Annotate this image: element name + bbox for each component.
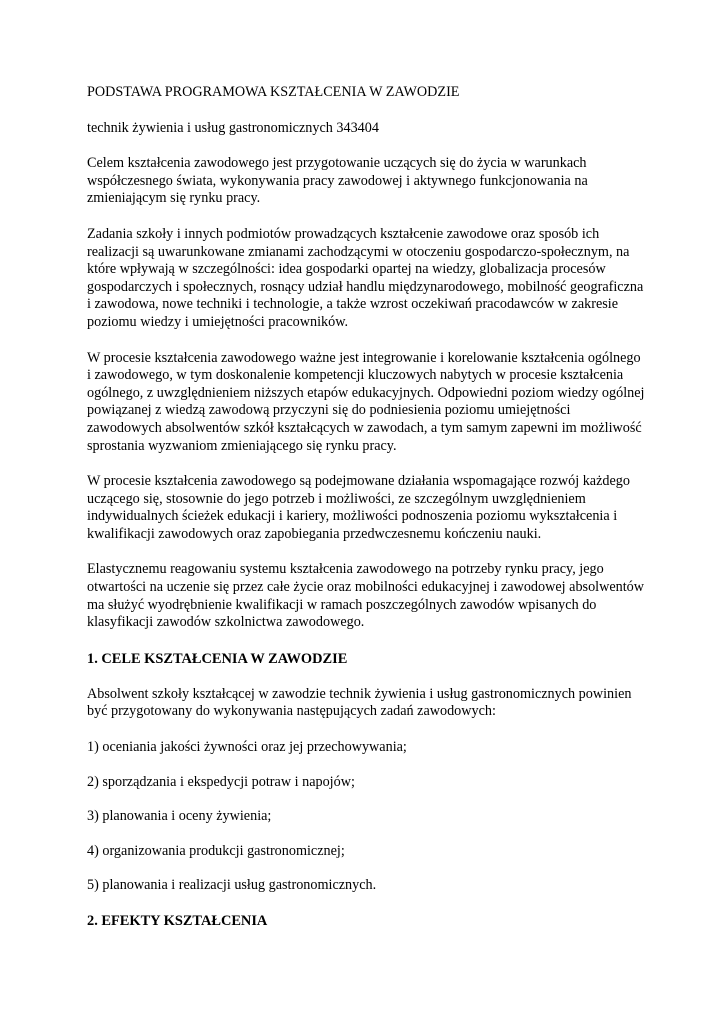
paragraph: Zadania szkoły i innych podmiotów prowadzących kształcenie zawodowe oraz sposób ich realizacji są uwarunkowane zmianami zachodzącymi w otoczeniu gospodarczo-społecznym, na które wpływają w szczególności: idea gospodarki opartej na wiedzy, globalizacja procesów gospodarczych i społecznych, rosnący udział handlu międzynarodowego, mobilność geograficzna i zawodowa, nowe techniki i technologie, a także wzrost oczekiwań pracodawców w zakresie poziomu wiedzy i umiejętności pracowników. — [87, 225, 644, 330]
list-item: 4) organizowania produkcji gastronomicznej; — [87, 842, 345, 859]
paragraph: Celem kształcenia zawodowego jest przygotowanie uczących się do życia w warunkach współczesnego świata, wykonywania pracy zawodowej i aktywnego funkcjonowania na zmieniającym się rynku pracy. — [87, 155, 588, 207]
document-title: PODSTAWA PROGRAMOWA KSZTAŁCENIA W ZAWODZIE — [87, 84, 460, 100]
document-subtitle: technik żywienia i usług gastronomicznych 343404 — [87, 119, 379, 136]
document-page — [87, 84, 647, 930]
section-intro: Absolwent szkoły kształcącej w zawodzie technik żywienia i usług gastronomicznych powinien być przygotowany do wykonywania następujących zadań zawodowych: — [87, 685, 632, 720]
list-item: 1) oceniania jakości żywności oraz jej przechowywania; — [87, 739, 407, 756]
section-heading-goals: 1. CELE KSZTAŁCENIA W ZAWODZIE — [87, 650, 348, 667]
paragraph: W procesie kształcenia zawodowego ważne jest integrowanie i korelowanie kształcenia ogólnego i zawodowego, w tym doskonalenie kompetencji kluczowych nabytych w procesie kształcenia ogólnego, z uwzględnieniem niższych etapów edukacyjnych. Odpowiedni poziom wiedzy ogólnej powiązanej z wiedzą zawodową przyczyni się do podniesienia poziomu umiejętności zawodowych absolwentów szkół kształcących w zawodach, a tym samym zapewni im możliwość sprostania wyzwaniom zmieniającego się rynku pracy. — [87, 349, 645, 454]
list-item: 3) planowania i oceny żywienia; — [87, 808, 272, 825]
paragraph: Elastycznemu reagowaniu systemu kształcenia zawodowego na potrzeby rynku pracy, jego otwartości na uczenie się przez całe życie oraz mobilności edukacyjnej i zawodowej absolwentów ma służyć wyodrębnienie kwalifikacji w ramach poszczególnych zawodów wpisanych do klasyfikacji zawodów szkolnictwa zawodowego. — [87, 561, 645, 631]
section-heading-outcomes: 2. EFEKTY KSZTAŁCENIA — [87, 913, 268, 929]
list-item: 2) sporządzania i ekspedycji potraw i napojów; — [87, 773, 355, 790]
list-item: 5) planowania i realizacji usług gastronomicznych. — [87, 877, 377, 894]
paragraph: W procesie kształcenia zawodowego są podejmowane działania wspomagające rozwój każdego uczącego się, stosownie do jego potrzeb i możliwości, ze szczególnym uwzględnieniem indywidualnych ścieżek edukacji i kariery, możliwości podnoszenia poziomu wykształcenia i kwalifikacji zawodowych oraz zapobiegania przedwczesnemu kończeniu nauki. — [87, 473, 630, 542]
